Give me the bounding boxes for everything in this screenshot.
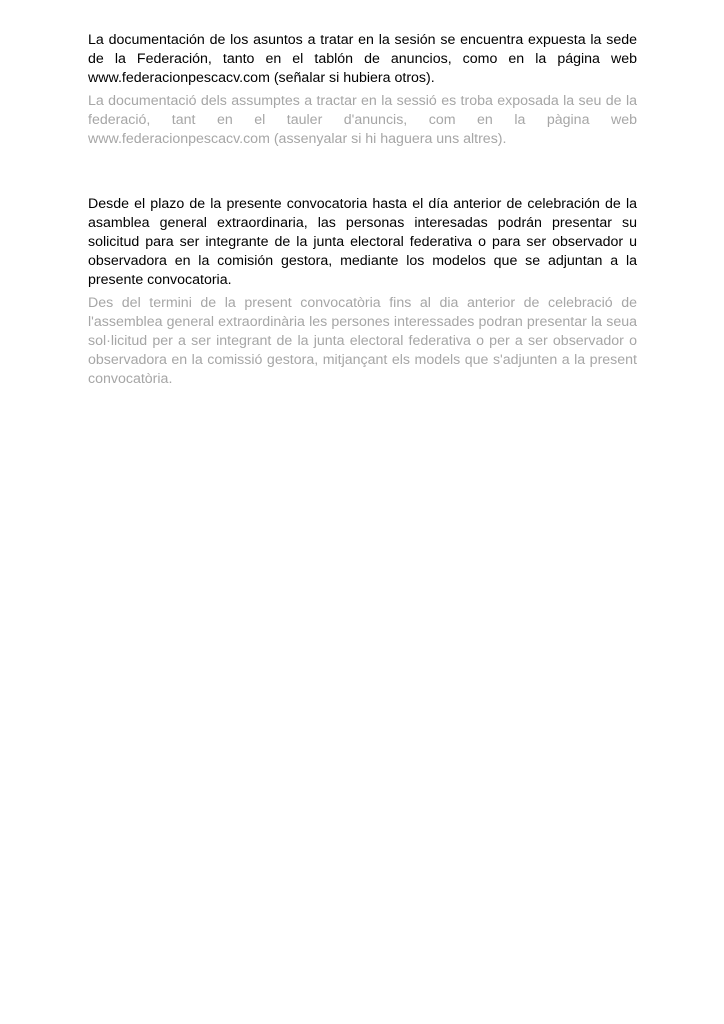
paragraph-documentation-es: La documentación de los asuntos a tratar en la sesión se encuentra expuesta la sede de la Federación, tanto en el tablón de anuncios, como en la página web www.federacionpescacv.com (señalar si hubiera otros). [88,32,637,86]
section-deadline [88,195,637,389]
paragraph-documentation-ca: La documentació dels assumptes a tractar en la sessió es troba exposada la seu de la federació, tant en el tauler d'anuncis, com en la pàgina web www.federacionpescacv.com (assenyalar si hi haguera uns altres). [88,93,637,147]
paragraph-deadline-ca: Des del termini de la present convocatòria fins al dia anterior de celebració de l'assemblea general extraordinària les persones interessades podran presentar la seua sol·licitud per a ser integrant de la junta electoral federativa o per a ser observador o observadora en la comissió gestora, mitjançant els models que s'adjunten a la present convocatòria. [88,295,637,387]
paragraph-deadline-es: Desde el plazo de la presente convocatoria hasta el día anterior de celebración de la asamblea general extraordinaria, las personas interesadas podrán presentar su solicitud para ser integrante de la junta electoral federativa o para ser observador u observadora en la comisión gestora, mediante los modelos que se adjuntan a la presente convocatoria. [88,196,637,288]
section-documentation [88,31,637,149]
